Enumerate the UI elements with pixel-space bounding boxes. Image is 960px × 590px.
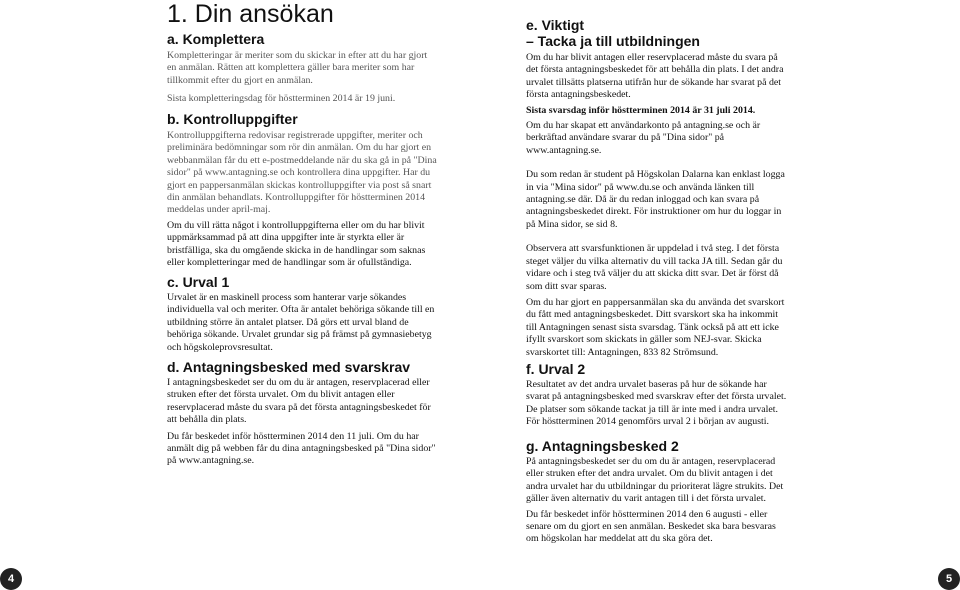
paragraph: Om du har gjort en pappersanmälan ska du använda det svarskort du fått med antagningsbeskedet. Ditt svarskort ska ha inkommit till Antagningen senast sista svarsdag. Tänk också på att ett icke ifyllt svarskort som skickats in gäller som NEJ-svar. Skicka svarskortet till: Antagningen, 833 82 Strömsund. <box>526 296 785 358</box>
paragraph: Om du har blivit antagen eller reservplacerad måste du svara på det första antagningsbeskedet för att behålla din plats. I det andra urvalet tillsätts platserna utifrån hur de sökande har svarat på det första antagningsbeskedet. <box>526 52 784 101</box>
paragraph: Resultatet av det andra urvalet baseras på hur de sökande har svarat på antagningsbesked med svarskrav efter det första urvalet. De platser som sökande tackat ja till är inte med i andra urvalet. För höstterminen 2014 genomförs urval 2 i början av augusti. <box>526 379 787 428</box>
section-heading: f. Urval 2 <box>526 361 586 377</box>
paragraph: Om du vill rätta något i kontrolluppgifterna eller om du har blivit uppmärksammad på att dina uppgifter inte är styrkta eller är bristfälliga, ska du omgående skicka in de handlingar som saknas eller kompletteringar med de handlingar som är ofullständiga. <box>167 219 426 269</box>
section-urval-1 <box>167 274 437 354</box>
section-heading: b. Kontrolluppgifter <box>167 111 298 127</box>
paragraph: På antagningsbeskedet ser du om du är antagen, reservplacerad eller struken efter det andra urvalet. Om du blivit antagen i det andra urvalet har du utbildningar du prioriterat lägre strukits. Det gäller även alternativ du varit antagen till i det första urvalet. <box>526 456 784 505</box>
paragraph: Om du har skapat ett användarkonto på antagning.se och är berkräftad användare svarar du på "Dina sidor" på www.antagning.se. <box>526 120 761 156</box>
paragraph: Du som redan är student på Högskolan Dalarna kan enklast logga in via "Mina sidor" på www.du.se och använda länken till antagning.se där. Då är du redan inloggad och kan svara på antagningsbeskedet direkt. För instruktioner om hur du loggar in på Mina sidor, se sid 8. <box>526 169 785 230</box>
paragraph: Du får beskedet inför höstterminen 2014 den 6 augusti - eller senare om du gjort en sen anmälan. Beskedet ska bara besvaras om högskolan har meddelat att du ska göra det. <box>526 508 776 545</box>
paragraph: Sista kompletteringsdag för höstterminen 2014 är 19 juni. <box>167 93 396 105</box>
page-number-right: 5 <box>938 568 960 590</box>
paragraph: Kontrolluppgifterna redovisar registrerade uppgifter, meriter och preliminära bedömningar som rör din anmälan. Om du har gjort en webbanmälan får du ett e-postmeddelande när du ska gå in på "Dina sidor" på www.antagning.se och kontrollera dina uppgifter. Har du gjort en pappersanmälan skickas kontrolluppgifter via post så snart din anmälan behandlats. Kontrolluppgifter för höstterminen 2014 meddelas under april-maj. <box>167 130 437 216</box>
section-subheading: – Tacka ja till utbildningen <box>526 33 700 49</box>
page-title: 1. Din ansökan <box>167 0 334 28</box>
section-heading: a. Komplettera <box>167 31 265 47</box>
page-number-left: 4 <box>0 568 22 590</box>
section-antagningsbesked <box>167 359 437 468</box>
section-heading: c. Urval 1 <box>167 274 230 290</box>
section-urval-2 <box>526 361 788 429</box>
section-viktigt <box>526 17 788 359</box>
section-kontrolluppgifter <box>167 111 437 269</box>
deadline-text: Sista svarsdag inför höstterminen 2014 är 31 juli 2014. <box>526 104 756 116</box>
section-heading: d. Antagningsbesked med svarskrav <box>167 359 411 375</box>
paragraph: Du får beskedet inför höstterminen 2014 den 11 juli. Om du har anmält dig på webben får du dina antagningsbesked på "Dina sidor" på www.antagning.se. <box>167 430 436 467</box>
paragraph: Kompletteringar är meriter som du skickar in efter att du har gjort en anmälan. Rätten att komplettera gäller bara meriter som har tillkommit efter du gjort en anmälan. <box>167 50 428 86</box>
section-antagningsbesked-2 <box>526 438 788 546</box>
section-heading: e. Viktigt <box>526 17 585 33</box>
paragraph: I antagningsbeskedet ser du om du är antagen, reservplacerad eller struken efter det första urvalet. Om du blivit antagen eller reservplacerad måste du svara på det första antagningsbeskedet för att behålla din plats. <box>167 377 431 426</box>
section-komplettera <box>167 31 437 106</box>
section-heading: g. Antagningsbesked 2 <box>526 438 679 454</box>
paragraph: Observera att svarsfunktionen är uppdelad i två steg. I det första steget väljer du vilka alternativ du vill tacka JA till. Sedan går du vidare och i steg två väljer du att skicka ditt svar. Det är först då som ditt svar sparas. <box>526 243 783 292</box>
paragraph: Urvalet är en maskinell process som hanterar varje sökandes individuella val och meriter. Ofta är antalet behöriga sökande till en utbildning större än antalet platser. Då görs ett urval bland de behöriga sökande. Urvalet grundar sig på främst på gymnasiebetyg och högskoleprovsresultat. <box>167 292 435 353</box>
